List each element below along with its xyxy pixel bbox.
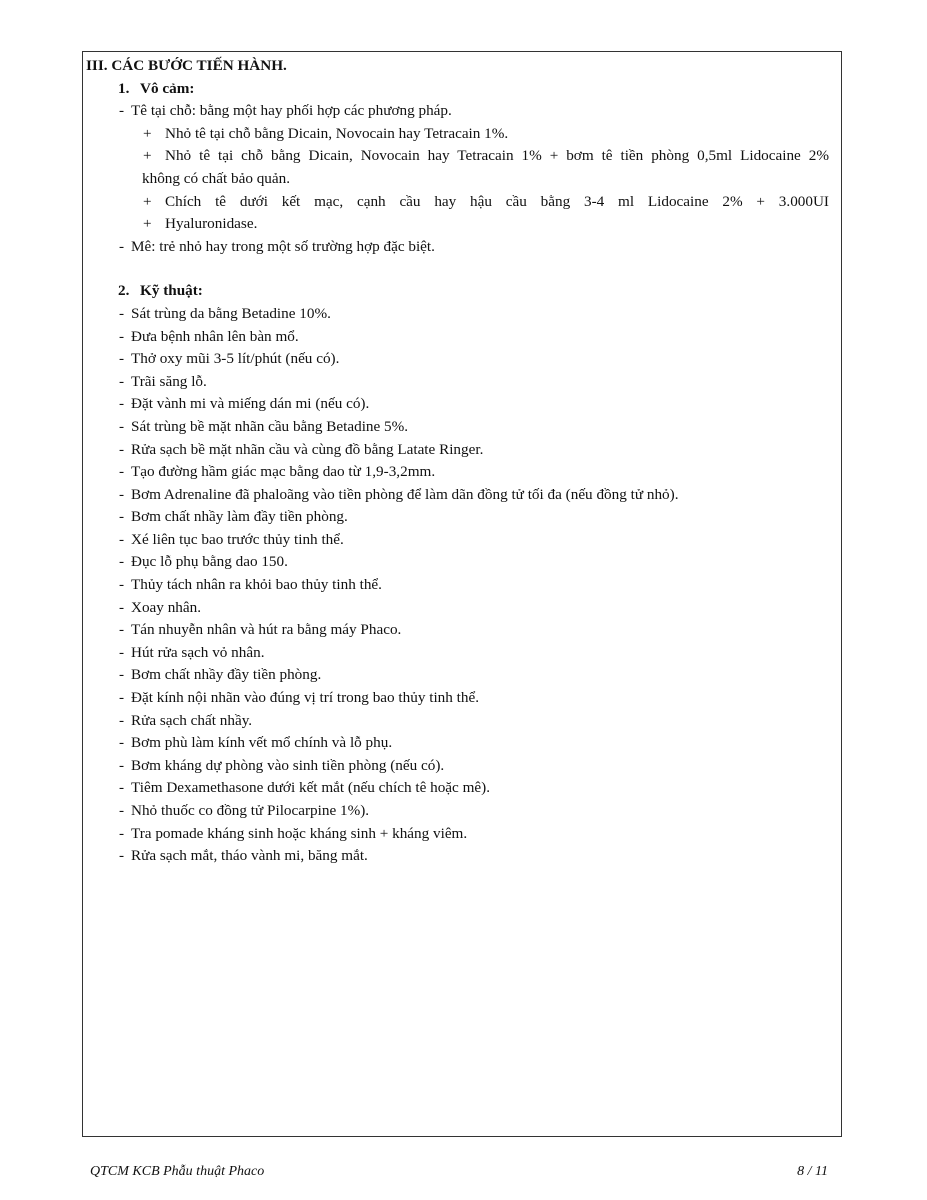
subsection-number: 2. [118, 282, 130, 300]
list-item: - Bơm kháng dự phòng vào sinh tiền phòng (nếu có). [86, 755, 829, 778]
subsection-number: 1. [118, 79, 130, 97]
list-item: - Đưa bệnh nhân lên bàn mổ. [86, 326, 829, 349]
list-item: - Sát trùng bề mặt nhãn cầu bằng Betadine 5%. [86, 416, 829, 439]
list-item: - Rửa sạch bề mặt nhãn cầu và cùng đồ bằng Latate Ringer. [86, 439, 829, 462]
list-item: - Tê tại chỗ: bằng một hay phối hợp các phương pháp. [86, 100, 829, 123]
list-item: - Tra pomade kháng sinh hoặc kháng sinh + kháng viêm. [86, 823, 829, 846]
list-item: - Bơm chất nhầy đầy tiền phòng. [86, 664, 829, 687]
page-frame [82, 51, 842, 1137]
list-item: - Nhỏ thuốc co đồng tử Pilocarpine 1%). [86, 800, 829, 823]
list-item: - Đặt vành mi và miếng dán mi (nếu có). [86, 393, 829, 416]
subsection-technique-heading [86, 280, 829, 303]
list-item: - Rửa sạch mắt, tháo vành mi, băng mắt. [86, 845, 829, 868]
spacer [86, 258, 829, 280]
document-body [86, 55, 829, 868]
list-item: - Sát trùng da bằng Betadine 10%. [86, 303, 829, 326]
list-item: - Mê: trẻ nhỏ hay trong một số trường hợp đặc biệt. [86, 236, 829, 259]
sub-list-item-line: Hyaluronidase. [165, 215, 258, 233]
sub-list-item-line: + Chích tê dưới kết mạc, cạnh cầu hay hậu cầu bằng 3-4 ml Lidocaine 2% + 3.000UI [165, 192, 829, 210]
sub-list-item-continuation: không có chất bảo quản. [142, 169, 291, 187]
list-item: - Đục lỗ phụ bằng dao 150. [86, 551, 829, 574]
list-item: - Bơm phù làm kính vết mổ chính và lỗ phụ. [86, 732, 829, 755]
page-number: 8 / 11 [797, 1164, 828, 1179]
list-item: - Rửa sạch chất nhầy. [86, 710, 829, 733]
list-item: - Tạo đường hầm giác mạc bằng dao từ 1,9-3,2mm. [86, 461, 829, 484]
sub-list-item: + Nhỏ tê tại chỗ bằng Dicain, Novocain hay Tetracain 1%. [86, 123, 829, 146]
list-item: - Thủy tách nhân ra khỏi bao thủy tinh thể. [86, 574, 829, 597]
footer-document-title: QTCM KCB Phẫu thuật Phaco [90, 1164, 265, 1179]
list-item: - Bơm chất nhầy làm đầy tiền phòng. [86, 506, 829, 529]
subsection-anesthesia-heading [86, 78, 829, 101]
technique-steps-list [86, 303, 829, 868]
sub-list-item [86, 191, 829, 214]
list-item: - Xoay nhân. [86, 597, 829, 620]
list-item: - Thở oxy mũi 3-5 lít/phút (nếu có). [86, 348, 829, 371]
section-title: III. CÁC BƯỚC TIẾN HÀNH. [86, 57, 287, 74]
list-item: - Hút rửa sạch vỏ nhân. [86, 642, 829, 665]
list-item: - Xé liên tục bao trước thủy tinh thể. [86, 529, 829, 552]
list-item: - Bơm Adrenaline đã phaloãng vào tiền phòng để làm dãn đồng tử tối đa (nếu đồng tử nhỏ). [86, 484, 829, 507]
subsection-title: Vô cảm: [140, 79, 195, 97]
list-item: - Tiêm Dexamethasone dưới kết mắt (nếu chích tê hoặc mê). [86, 777, 829, 800]
sub-list-item [86, 145, 829, 168]
list-item: - Tán nhuyễn nhân và hút ra bằng máy Phaco. [86, 619, 829, 642]
subsection-title: Kỹ thuật: [140, 282, 203, 300]
sub-list-item-continuation [86, 213, 829, 236]
list-item: - Đặt kính nội nhãn vào đúng vị trí trong bao thủy tinh thể. [86, 687, 829, 710]
sub-list-item-line: + Nhỏ tê tại chỗ bằng Dicain, Novocain hay Tetracain 1% + bơm tê tiền phòng 0,5ml Lidocaine 2% [165, 147, 829, 165]
list-item: - Trãi săng lỗ. [86, 371, 829, 394]
